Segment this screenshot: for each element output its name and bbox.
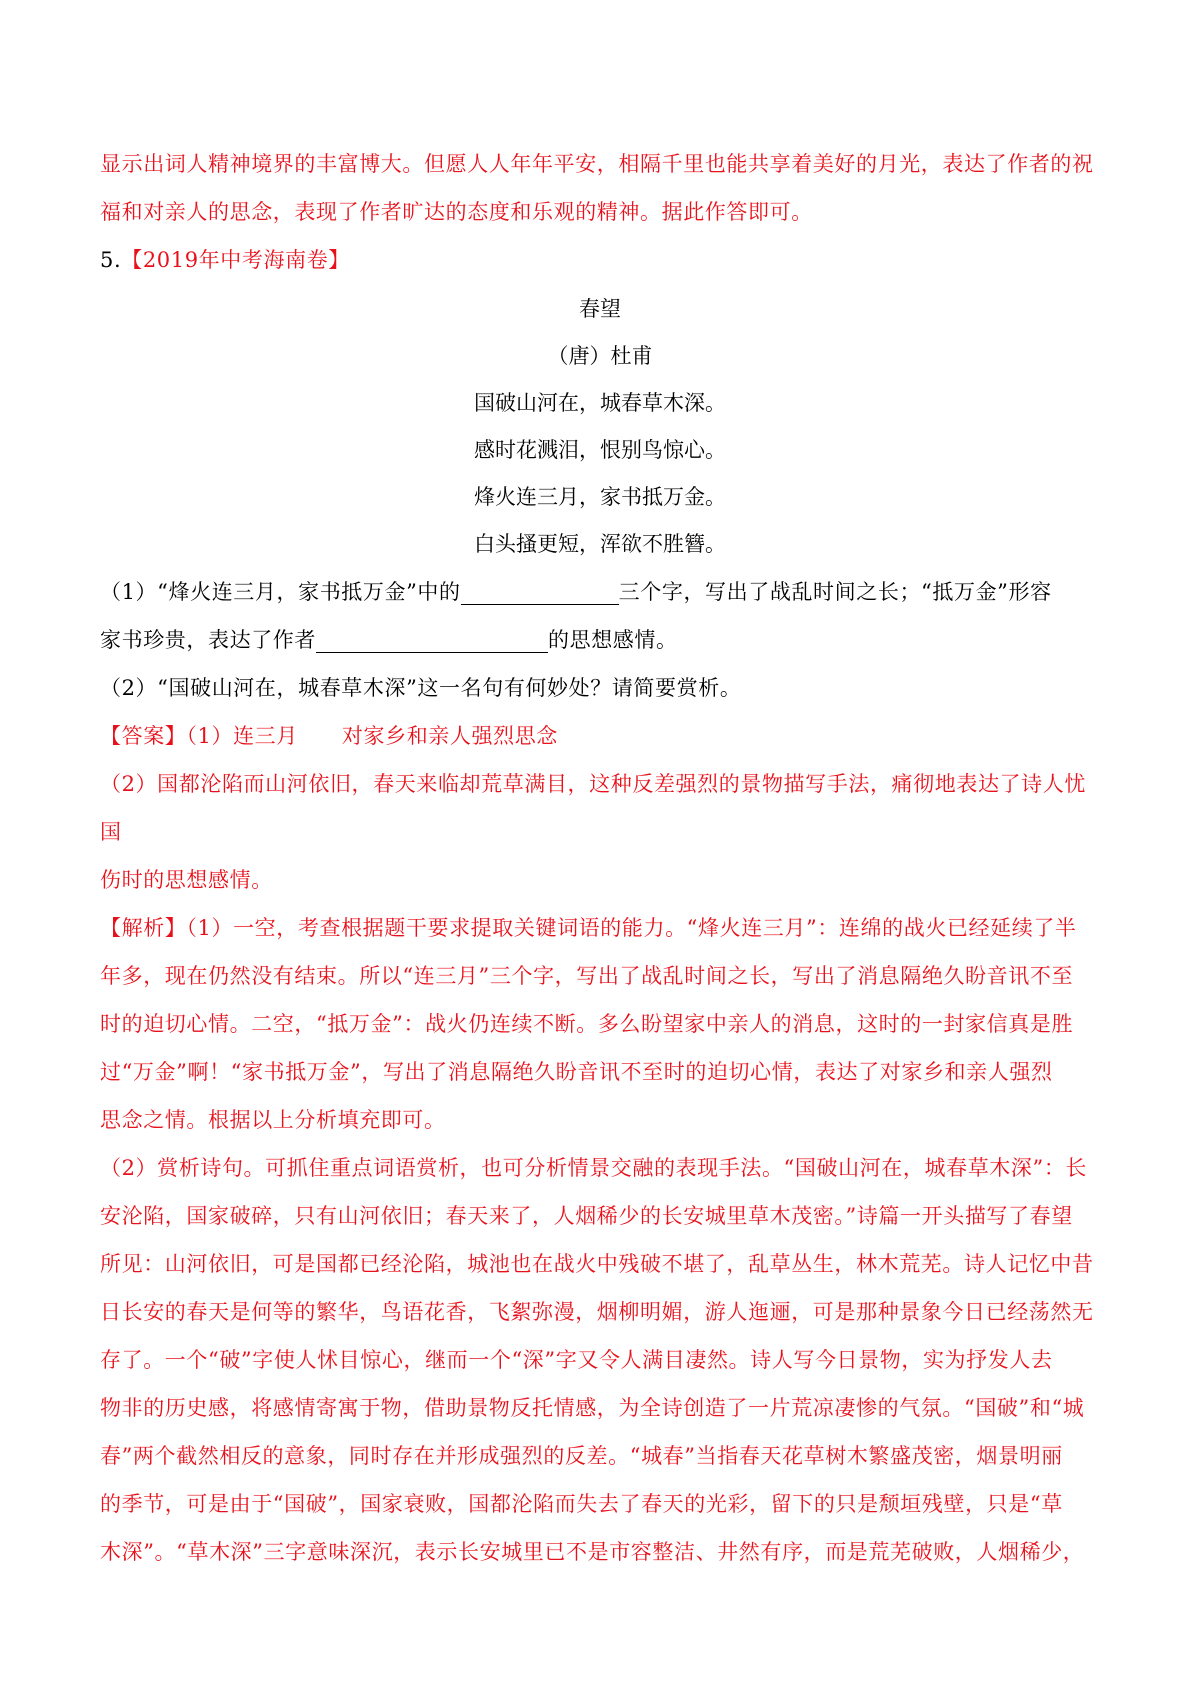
analysis-label: 【解析】 [100, 916, 187, 940]
analysis-line: 过“万金”啊！“家书抵万金”，写出了消息隔绝久盼音讯不至时的迫切心情，表达了对家乡和亲人强烈 [100, 1060, 1053, 1084]
analysis-line: 年多，现在仍然没有结束。所以“连三月”三个字，写出了战乱时间之长，写出了消息隔绝久盼音讯不至 [100, 964, 1074, 988]
analysis-line: 的季节，可是由于“国破”，国家衰败，国都沦陷而失去了春天的光彩，留下的只是颓垣残壁，只是“草 [100, 1492, 1063, 1516]
analysis-line-1 [100, 904, 1100, 952]
question-header [100, 236, 1100, 284]
question-number: 5. [100, 248, 122, 272]
poem-line: 感时花溅泪，恨别鸟惊心。 [474, 438, 726, 462]
analysis-line: 所见：山河依旧，可是国都已经沦陷，城池也在战火中残破不堪了，乱草丛生，林木荒芜。诗人记忆中昔 [100, 1252, 1094, 1276]
poem [100, 286, 1100, 568]
answer-blank-1[interactable] [461, 580, 619, 605]
answer-line: （2）国都沦陷而山河依旧，春天来临却荒草满目，这种反差强烈的景物描写手法，痛彻地表达了诗人忧国 [100, 772, 1086, 844]
subquestion-1-line2 [100, 616, 1100, 664]
analysis-line: 思念之情。根据以上分析填充即可。 [100, 1108, 446, 1132]
answer-line: 伤时的思想感情。 [100, 868, 273, 892]
question-source: 【2019年中考海南卷】 [121, 248, 350, 272]
analysis-text: （1）一空，考查根据题干要求提取关键词语的能力。“烽火连三月”：连绵的战火已经延续了半 [186, 916, 1077, 940]
analysis-line: 春”两个截然相反的意象，同时存在并形成强烈的反差。“城春”当指春天花草树木繁盛茂密，烟景明丽 [100, 1444, 1063, 1468]
analysis-section [100, 904, 1100, 1576]
poem-line: 国破山河在，城春草木深。 [474, 391, 726, 415]
analysis-line: 木深”。“草木深”三字意味深沉，表示长安城里已不是市容整洁、井然有序，而是荒芜破败，人烟稀少， [100, 1540, 1085, 1564]
subquestion-1 [100, 568, 1100, 616]
answer-num: （1） [186, 724, 234, 748]
subquestion-1-text-end: 的思想感情。 [548, 628, 678, 652]
prev-analysis-line: 显示出词人精神境界的丰富博大。但愿人人年年平安，相隔千里也能共享着美好的月光，表达了作者的祝 [100, 152, 1094, 176]
poem-line: 白头搔更短，浑欲不胜簪。 [474, 532, 726, 556]
analysis-line: 存了。一个“破”字使人怵目惊心，继而一个“深”字又令人满目凄然。诗人写今日景物，实为抒发人去 [100, 1348, 1053, 1372]
analysis-line: 时的迫切心情。二空，“抵万金”：战火仍连续不断。多么盼望家中亲人的消息，这时的一封家信真是胜 [100, 1012, 1074, 1036]
subquestion-1-text: （1）“烽火连三月，家书抵万金”中的 [100, 580, 461, 604]
subquestion-2: （2）“国破山河在，城春草木深”这一名句有何妙处？请简要赏析。 [100, 676, 742, 700]
analysis-line: 日长安的春天是何等的繁华，鸟语花香，飞絮弥漫，烟柳明媚，游人迤逦，可是那种景象今日已经荡然无 [100, 1300, 1094, 1324]
answer-section [100, 712, 1100, 904]
poem-title: 春望 [579, 297, 621, 321]
answer-blank2-text: 对家乡和亲人强烈思念 [341, 724, 558, 748]
previous-analysis [100, 140, 1100, 236]
subquestion-1-text-cont: 三个字，写出了战乱时间之长；“抵万金”形容 [618, 580, 1052, 604]
analysis-line: 物非的历史感，将感情寄寓于物，借助景物反托情感，为全诗创造了一片荒凉凄惨的气氛。“国破”和“城 [100, 1396, 1085, 1420]
prev-analysis-line: 福和对亲人的思念，表现了作者旷达的态度和乐观的精神。据此作答即可。 [100, 200, 813, 224]
subquestions [100, 568, 1100, 712]
analysis-line: （2）赏析诗句。可抓住重点词语赏析，也可分析情景交融的表现手法。“国破山河在，城春草木深”：长 [100, 1156, 1088, 1180]
answer-blank1-text: 连三月 [233, 724, 298, 748]
subquestion-1-text-line2: 家书珍贵，表达了作者 [100, 628, 316, 652]
poem-line: 烽火连三月，家书抵万金。 [474, 485, 726, 509]
answer-line-1 [100, 712, 1100, 760]
poem-author: （唐）杜甫 [547, 344, 653, 368]
answer-label: 【答案】 [100, 724, 187, 748]
analysis-line: 安沦陷，国家破碎，只有山河依旧；春天来了，人烟稀少的长安城里草木茂密。”诗篇一开头描写了春望 [100, 1204, 1073, 1228]
answer-blank-2[interactable] [316, 628, 548, 653]
